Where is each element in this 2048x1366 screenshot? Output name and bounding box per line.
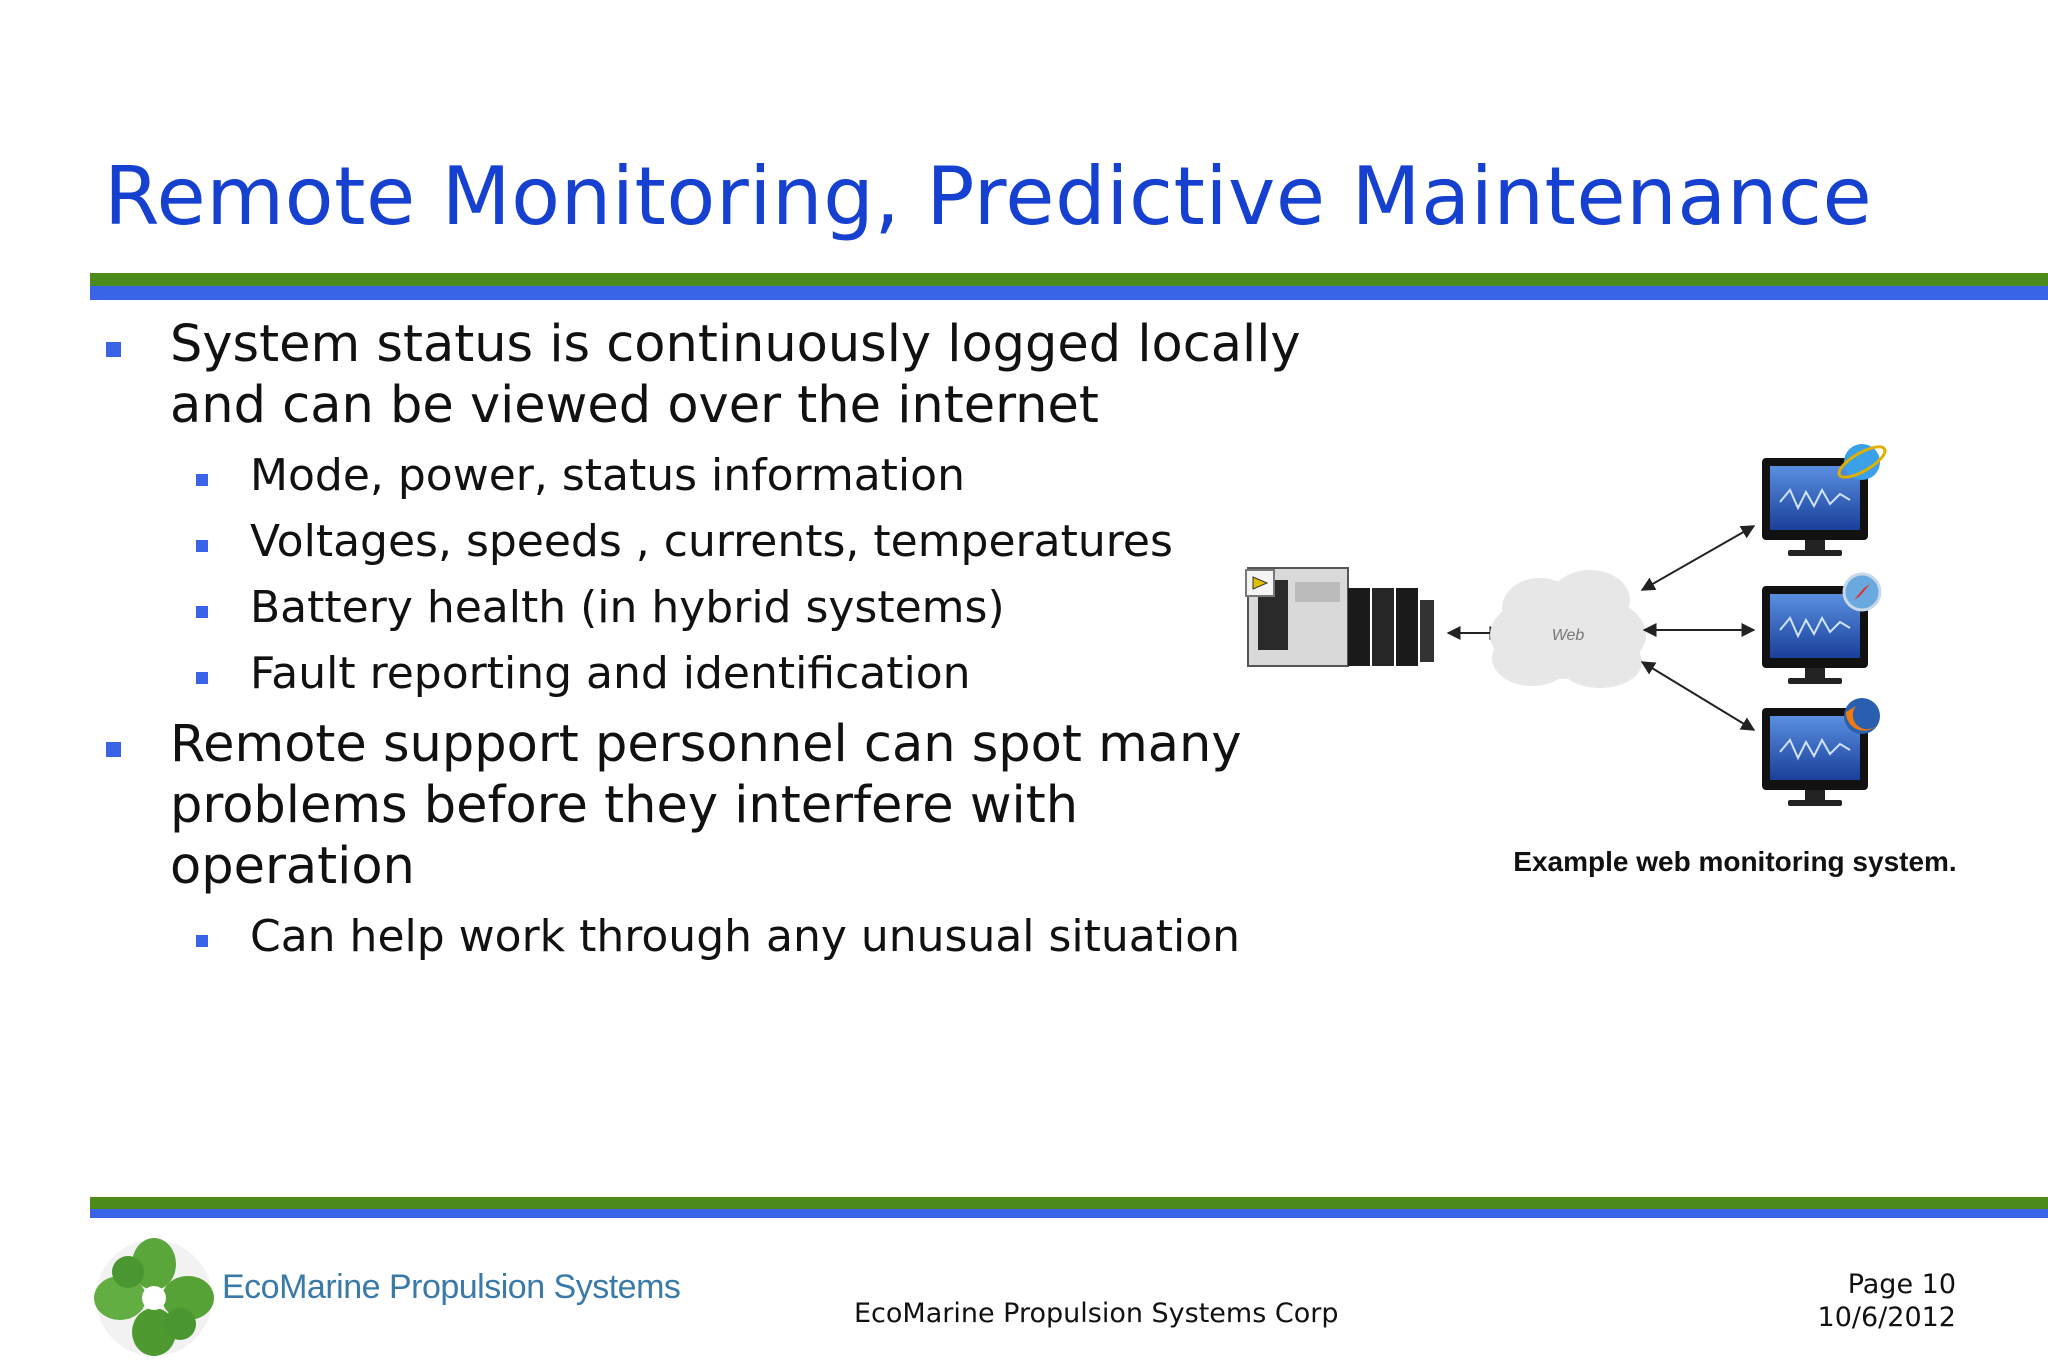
cloud-label: Web [1551, 627, 1585, 644]
sub-bullet-text: Fault reporting and identification [250, 648, 971, 699]
bullet-text: Remote support personnel can spot many problems before they interfere with operation [170, 715, 1242, 896]
web-monitoring-diagram [1240, 440, 1910, 830]
sub-bullet-text: Battery health (in hybrid systems) [250, 582, 1005, 633]
bullet-item [104, 714, 1314, 897]
bullet-list [104, 314, 1314, 977]
sub-bullet-item [104, 582, 1314, 634]
slide-title: Remote Monitoring, Predictive Maintenance [104, 150, 1873, 243]
bullet-square-icon [196, 540, 208, 552]
controller-hardware-icon [1246, 568, 1434, 666]
sub-bullet-text: Mode, power, status information [250, 450, 965, 501]
bullet-square-icon [106, 342, 121, 357]
bullet-square-icon [106, 742, 121, 757]
slide-date: 10/6/2012 [1817, 1302, 1956, 1333]
safari-compass-icon [1844, 574, 1880, 610]
link-arrow [1642, 662, 1754, 730]
bullet-item [104, 314, 1314, 436]
bullet-square-icon [196, 606, 208, 618]
logo-wordmark: EcoMarine Propulsion Systems [222, 1268, 681, 1306]
footer-company: EcoMarine Propulsion Systems Corp [854, 1298, 1339, 1329]
footer-rule [90, 1197, 2048, 1218]
sub-bullet-item [104, 516, 1314, 568]
bullet-text: System status is continuously logged locally and can be viewed over the internet [170, 315, 1301, 435]
sub-bullet-item [104, 911, 1314, 963]
link-arrow [1642, 526, 1754, 590]
figure-caption: Example web monitoring system. [1513, 846, 1957, 877]
bullet-square-icon [196, 474, 208, 486]
bullet-square-icon [196, 672, 208, 684]
sub-bullet-text: Voltages, speeds , currents, temperatures [250, 516, 1173, 567]
sub-bullet-item [104, 450, 1314, 502]
firefox-icon [1844, 698, 1880, 734]
sub-bullet-text: Can help work through any unusual situation [250, 911, 1241, 962]
footer-page-info [1818, 1268, 1956, 1334]
header-rule [90, 273, 2048, 300]
sub-bullet-item [104, 648, 1314, 700]
bullet-square-icon [196, 935, 208, 947]
flower-logo-icon [94, 1238, 214, 1356]
page-number: Page 10 [1847, 1269, 1956, 1300]
